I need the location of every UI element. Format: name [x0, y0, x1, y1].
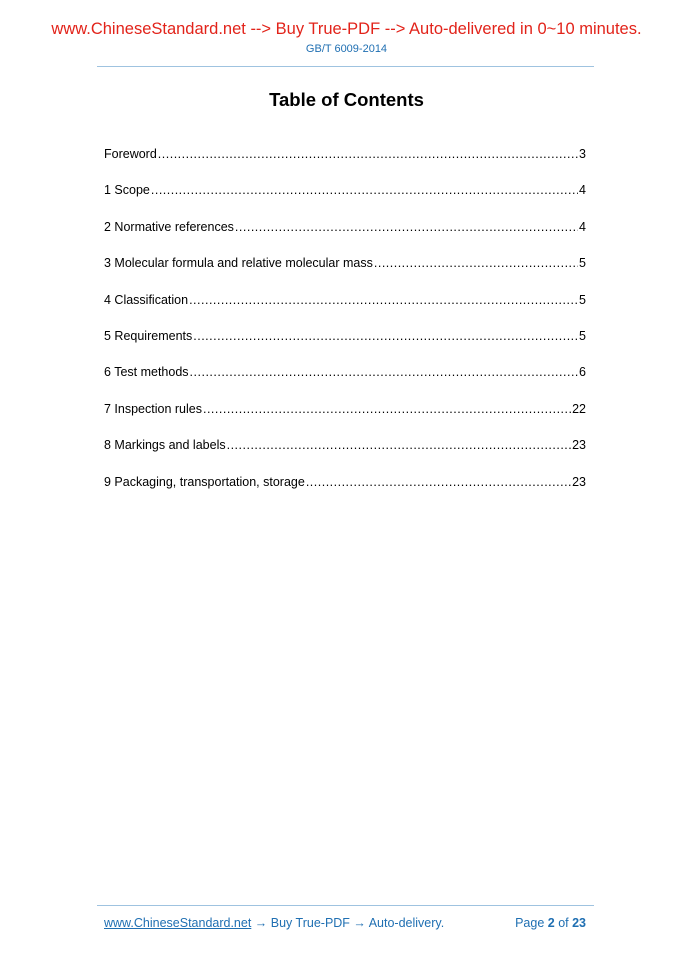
toc-entry-page: 5 — [579, 256, 586, 271]
toc-leader-dots — [193, 327, 578, 345]
toc-leader-dots — [158, 145, 578, 163]
toc-entry-page: 6 — [579, 365, 586, 380]
toc-entry-packaging[interactable] — [104, 473, 586, 509]
footer-website-link[interactable]: www.ChineseStandard.net — [104, 916, 252, 930]
toc-entry-page: 4 — [579, 219, 586, 234]
toc-entry-label: 4 Classification — [104, 292, 189, 307]
toc-entry-test-methods[interactable] — [104, 363, 586, 399]
of-word: of — [554, 916, 573, 930]
toc-entry-page: 22 — [572, 401, 586, 416]
toc-entry-page: 23 — [572, 474, 586, 489]
footer-divider — [97, 905, 594, 906]
toc-leader-dots — [227, 436, 571, 454]
toc-leader-dots — [306, 473, 571, 491]
page-footer — [104, 916, 586, 930]
toc-entry-page: 5 — [579, 292, 586, 307]
toc-entry-page: 5 — [579, 328, 586, 343]
toc-entry-page: 23 — [572, 438, 586, 453]
toc-entry-scope[interactable] — [104, 181, 586, 217]
standard-code: GB/T 6009-2014 — [305, 43, 388, 55]
current-page-number: 2 — [547, 916, 555, 930]
toc-entry-molecular-formula[interactable] — [104, 254, 586, 290]
footer-tagline: → Buy True-PDF → Auto-delivery. — [251, 916, 445, 930]
toc-leader-dots — [151, 181, 578, 199]
toc-entry-label: Foreword — [104, 147, 157, 161]
toc-entry-label: 6 Test methods — [104, 365, 189, 380]
toc-entry-label: 9 Packaging, transportation, storage — [104, 474, 305, 489]
toc-entry-label: 3 Molecular formula and relative molecular mass — [104, 256, 373, 271]
page-word: Page — [515, 916, 548, 930]
toc-entry-classification[interactable] — [104, 291, 586, 327]
page-title: Table of Contents — [269, 89, 424, 110]
header-banner: www.ChineseStandard.net --> Buy True-PDF --> Auto-delivered in 0~10 minutes. — [51, 20, 642, 38]
toc-entry-label: 5 Requirements — [104, 328, 193, 343]
toc-entry-normative-references[interactable] — [104, 218, 586, 254]
footer-left — [104, 916, 444, 930]
page-indicator — [515, 916, 586, 930]
toc-entry-markings-and-labels[interactable] — [104, 436, 586, 472]
toc-entry-label: 8 Markings and labels — [104, 438, 226, 453]
toc-entry-label: 1 Scope — [104, 183, 150, 198]
toc-entry-label: 7 Inspection rules — [104, 401, 202, 416]
table-of-contents — [104, 145, 586, 509]
toc-entry-page: 3 — [579, 147, 586, 161]
toc-leader-dots — [203, 400, 571, 418]
toc-leader-dots — [235, 218, 578, 236]
toc-leader-dots — [190, 363, 579, 381]
toc-entry-page: 4 — [579, 183, 586, 198]
toc-entry-inspection-rules[interactable] — [104, 400, 586, 436]
toc-entry-requirements[interactable] — [104, 327, 586, 363]
toc-entry-label: 2 Normative references — [104, 219, 234, 234]
toc-entry-foreword[interactable] — [104, 145, 586, 181]
total-pages-number: 23 — [572, 916, 586, 930]
header-divider — [97, 66, 594, 67]
toc-leader-dots — [189, 291, 578, 309]
toc-leader-dots — [374, 254, 578, 272]
